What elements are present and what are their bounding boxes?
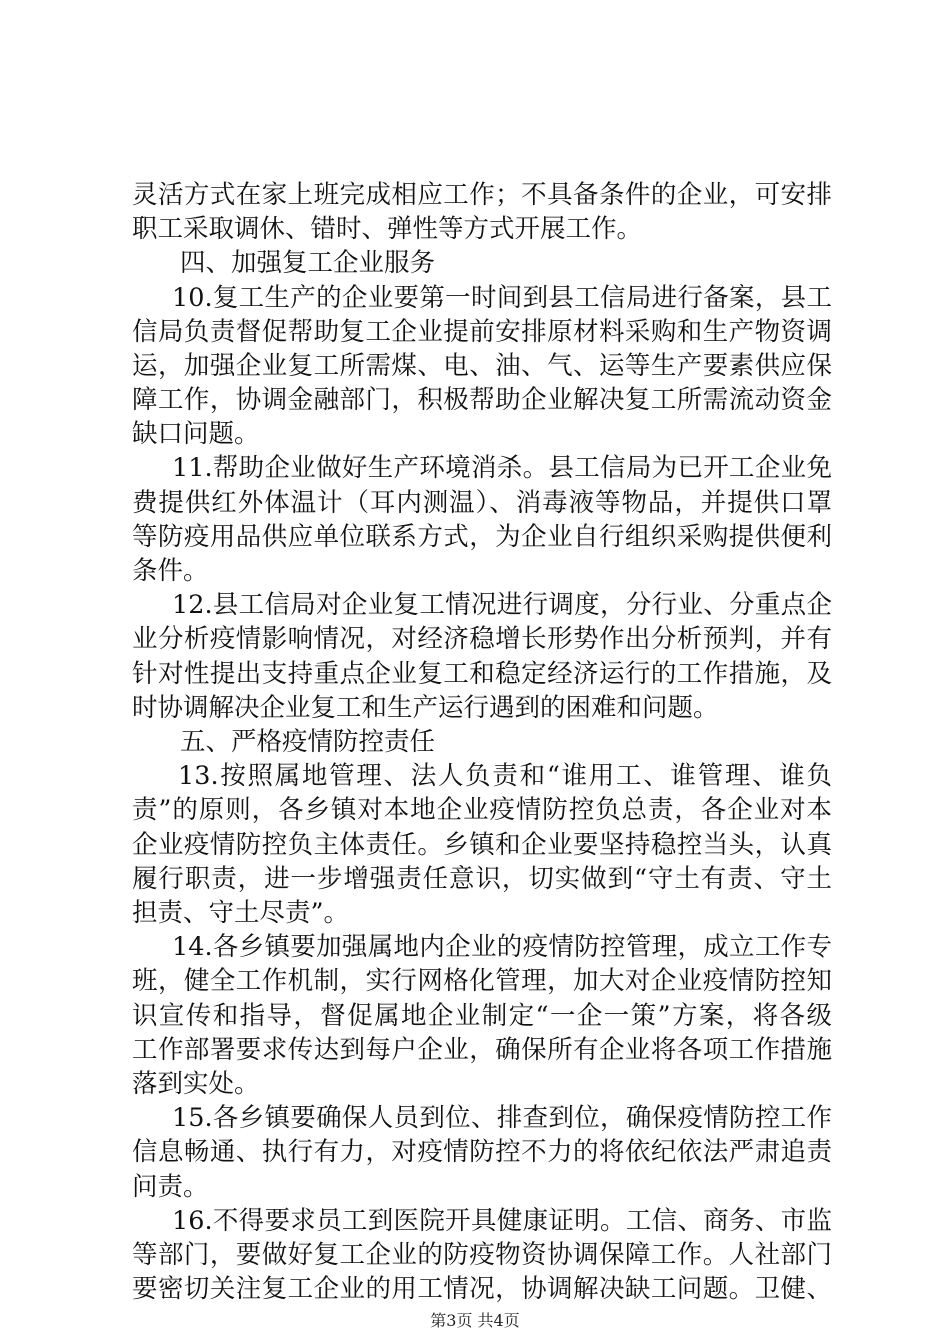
text-line: 履行职责，进一步增强责任意识，切实做到“守土有责、守土 xyxy=(132,864,832,894)
text-line: 信局负责督促帮助复工企业提前安排原材料采购和生产物资调 xyxy=(132,317,832,347)
text-line: 费提供红外体温计（耳内测温）、消毒液等物品，并提供口罩 xyxy=(132,488,832,518)
text-line: 等防疫用品供应单位联系方式，为企业自行组织采购提供便利 xyxy=(132,522,832,552)
text-line: 针对性提出支持重点企业复工和稳定经济运行的工作措施，及 xyxy=(132,659,832,689)
text-line: 班，健全工作机制，实行网格化管理，加大对企业疫情防控知 xyxy=(132,966,832,996)
section-heading: 五、严格疫情防控责任 xyxy=(180,727,436,757)
text-line: 信息畅通、执行有力，对疫情防控不力的将依纪依法严肃追责 xyxy=(132,1137,832,1167)
text-line: 缺口问题。 xyxy=(132,419,260,449)
text-line: 灵活方式在家上班完成相应工作；不具备条件的企业，可安排 xyxy=(132,180,832,210)
text-line: 问责。 xyxy=(132,1172,209,1202)
text-line: 担责、守土尽责”。 xyxy=(132,898,350,928)
paragraph-first-line: 16.不得要求员工到医院开具健康证明。工信、商务、市监 xyxy=(172,1206,832,1236)
text-line: 条件。 xyxy=(132,556,209,586)
text-line: 识宣传和指导，督促属地企业制定“一企一策”方案，将各级 xyxy=(132,1001,832,1031)
paragraph-first-line: 15.各乡镇要确保人员到位、排查到位，确保疫情防控工作 xyxy=(172,1103,832,1133)
text-line: 责”的原则，各乡镇对本地企业疫情防控负总责，各企业对本 xyxy=(132,795,832,825)
page-footer: 第3页 共4页 xyxy=(430,1311,520,1330)
text-line: 要密切关注复工企业的用工情况，协调解决缺工问题。卫健、 xyxy=(132,1274,832,1304)
paragraph-first-line: 13.按照属地管理、法人负责和“谁用工、谁管理、谁负 xyxy=(178,761,832,791)
text-line: 时协调解决企业复工和生产运行遇到的困难和问题。 xyxy=(132,693,719,723)
text-line: 落到实处。 xyxy=(132,1069,260,1099)
paragraph-first-line: 11.帮助企业做好生产环境消杀。县工信局为已开工企业免 xyxy=(172,453,832,483)
text-line: 运，加强企业复工所需煤、电、油、气、运等生产要素供应保 xyxy=(132,351,832,381)
paragraph-first-line: 10.复工生产的企业要第一时间到县工信局进行备案，县工 xyxy=(172,283,832,313)
paragraph-first-line: 14.各乡镇要加强属地内企业的疫情防控管理，成立工作专 xyxy=(172,932,832,962)
paragraph-first-line: 12.县工信局对企业复工情况进行调度，分行业、分重点企 xyxy=(172,590,832,620)
text-line: 障工作，协调金融部门，积极帮助企业解决复工所需流动资金 xyxy=(132,385,832,415)
text-line: 工作部署要求传达到每户企业，确保所有企业将各项工作措施 xyxy=(132,1035,832,1065)
text-line: 企业疫情防控负主体责任。乡镇和企业要坚持稳控当头，认真 xyxy=(132,830,832,860)
section-heading: 四、加强复工企业服务 xyxy=(180,248,436,278)
text-line: 等部门，要做好复工企业的防疫物资协调保障工作。人社部门 xyxy=(132,1240,832,1270)
text-line: 职工采取调休、错时、弹性等方式开展工作。 xyxy=(132,214,643,244)
text-line: 业分析疫情影响情况，对经济稳增长形势作出分析预判，并有 xyxy=(132,624,832,654)
